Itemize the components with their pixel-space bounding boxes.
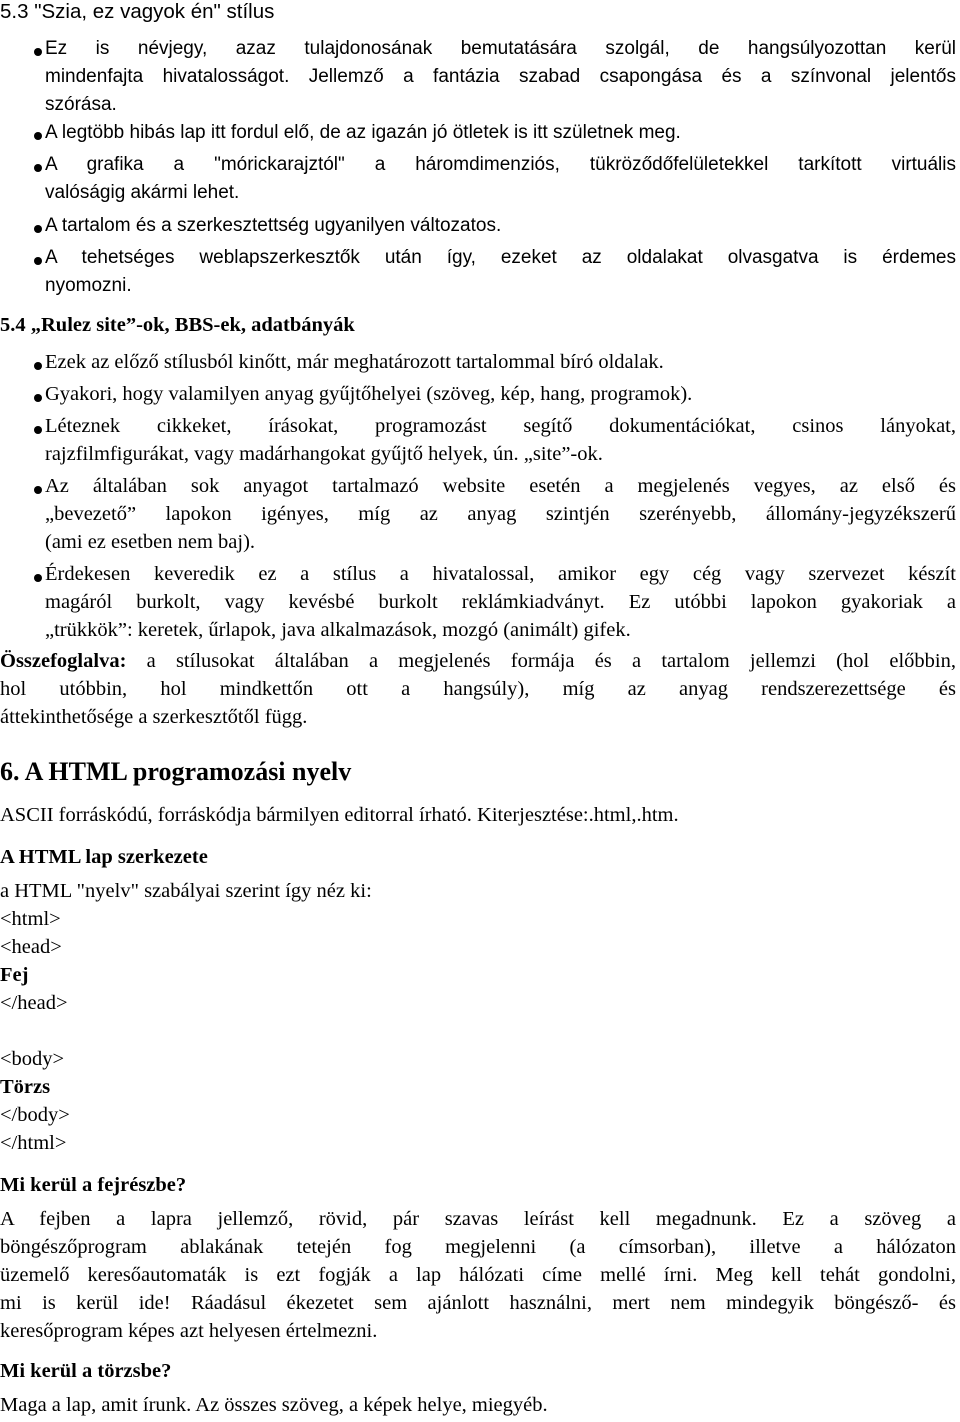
list-item-line: rajzfilmfigurákat, vagy madárhangokat gyűjtő helyek, ún. „site”-ok. [45, 443, 603, 465]
list-item-line: Az általában sok anyagot tartalmazó website esetén a megjelenés vegyes, az első és [45, 475, 956, 497]
code-line: </html> [0, 1132, 67, 1154]
paragraph-line: mi is kerül ide! Ráadásul ékezetet sem ajánlott használni, mert nem mindegyik böngésző- és [0, 1292, 956, 1314]
body-question: Mi kerül a törzsbe? [0, 1360, 172, 1382]
bullet-icon [34, 257, 42, 265]
summary-line: áttekinthetősége a szerkesztőtől függ. [0, 706, 308, 728]
summary-line: hol utóbbin, hol mindkettőn ott a hangsúly), míg az anyag rendszerezettsége és [0, 678, 956, 700]
bullet-icon [34, 574, 42, 582]
code-line: <body> [0, 1048, 65, 1070]
list-item-line: A tehetséges weblapszerkesztők után így, ezeket az oldalakat olvasgatva is érdemes [45, 247, 956, 268]
code-block [0, 877, 956, 1157]
list-item-line: A legtöbb hibás lap itt fordul elő, de az igazán jó ötletek is itt születnek meg. [45, 122, 681, 143]
paragraph-line: böngészőprogram ablakának tetején fog megjelenni (a címsorban), illetve a hálózaton [0, 1236, 956, 1258]
list-item-line: Gyakori, hogy valamilyen anyag gyűjtőhelyei (szöveg, kép, hang, programok). [45, 383, 693, 405]
html-structure-subheading: A HTML lap szerkezete [0, 846, 208, 868]
summary-label: Összefoglalva: [0, 650, 127, 672]
list-item-line: Léteznek cikkeket, írásokat, programozást segítő dokumentációkat, csinos lányokat, [45, 415, 956, 437]
list-item-line: A grafika a "mórickarajztól" a háromdimenziós, tükröződőfelületekkel tarkított virtuális [45, 154, 956, 175]
code-line: </head> [0, 992, 68, 1014]
list-item-line: „bevezető” lapokon igényes, míg az anyag szintjén szerényebb, állomány-jegyzékszerű [45, 503, 956, 525]
head-question: Mi kerül a fejrészbe? [0, 1174, 187, 1196]
list-item-line: „trükkök”: keretek, űrlapok, java alkalmazások, mozgó (animált) gifek. [45, 619, 631, 641]
code-line: Fej [0, 964, 29, 986]
list-item-line: Ezek az előző stílusból kinőtt, már meghatározott tartalommal bíró oldalak. [45, 351, 664, 373]
paragraph-line: A fejben a lapra jellemző, rövid, pár szavas leírást kell megadnunk. Ez a szöveg a [0, 1208, 956, 1230]
bullet-icon [34, 394, 42, 402]
bullet-icon [34, 132, 42, 140]
summary-line: Összefoglalva: a stílusokat általában a megjelenés formája és a tartalom jellemzi (hol előbbin, [0, 650, 956, 672]
section-5-4-heading: 5.4 „Rulez site”-ok, BBS-ek, adatbányák [0, 314, 355, 336]
code-line: Törzs [0, 1076, 51, 1098]
section-6-heading: 6. A HTML programozási nyelv [0, 757, 352, 786]
list-item-line: magáról burkolt, vagy kevésbé burkolt reklámkiadványt. Ez utóbbi lapokon gyakoriak a [45, 591, 956, 613]
bullet-icon [34, 164, 42, 172]
bullet-icon [34, 426, 42, 434]
code-line: <html> [0, 908, 61, 930]
section-6-intro: ASCII forráskódú, forráskódja bármilyen editorral írható. Kiterjesztése:.html,.htm. [0, 804, 679, 826]
list-item-line: nyomozni. [45, 275, 132, 296]
bullet-icon [34, 48, 42, 56]
code-line: </body> [0, 1104, 70, 1126]
bullet-icon [34, 486, 42, 494]
bullet-icon [34, 362, 42, 370]
body-answer: Maga a lap, amit írunk. Az összes szöveg, a képek helye, miegyéb. [0, 1394, 548, 1416]
code-spacer [0, 1017, 956, 1045]
head-answer-paragraph [0, 1205, 956, 1345]
paragraph-line: keresőprogram képes azt helyesen értelmezni. [0, 1320, 378, 1342]
summary-paragraph [0, 647, 956, 731]
list-item-line: szórása. [45, 94, 117, 115]
list-item-line: Érdekesen keveredik ez a stílus a hivatalossal, amikor egy cég vagy szervezet készít [45, 563, 956, 585]
paragraph-line: üzemelő keresőautomaták is ezt fogják a lap hálózati címe mellé írni. Meg kell tehát gondolni, [0, 1264, 956, 1286]
list-item-line: A tartalom és a szerkesztettség ugyanilyen változatos. [45, 215, 502, 236]
section-5-3-heading: 5.3 "Szia, ez vagyok én" stílus [0, 0, 275, 23]
list-item-line: (ami ez esetben nem baj). [45, 531, 256, 553]
list-item-line: valóságig akármi lehet. [45, 182, 240, 203]
code-intro: a HTML "nyelv" szabályai szerint így néz ki: [0, 880, 372, 902]
bullet-icon [34, 225, 42, 233]
code-line: <head> [0, 936, 62, 958]
list-item-line: Ez is névjegy, azaz tulajdonosának bemutatására szolgál, de hangsúlyozottan kerül [45, 38, 956, 59]
list-item-line: mindenfajta hivatalosságot. Jellemző a fantázia szabad csapongása és a színvonal jelentős [45, 66, 956, 87]
